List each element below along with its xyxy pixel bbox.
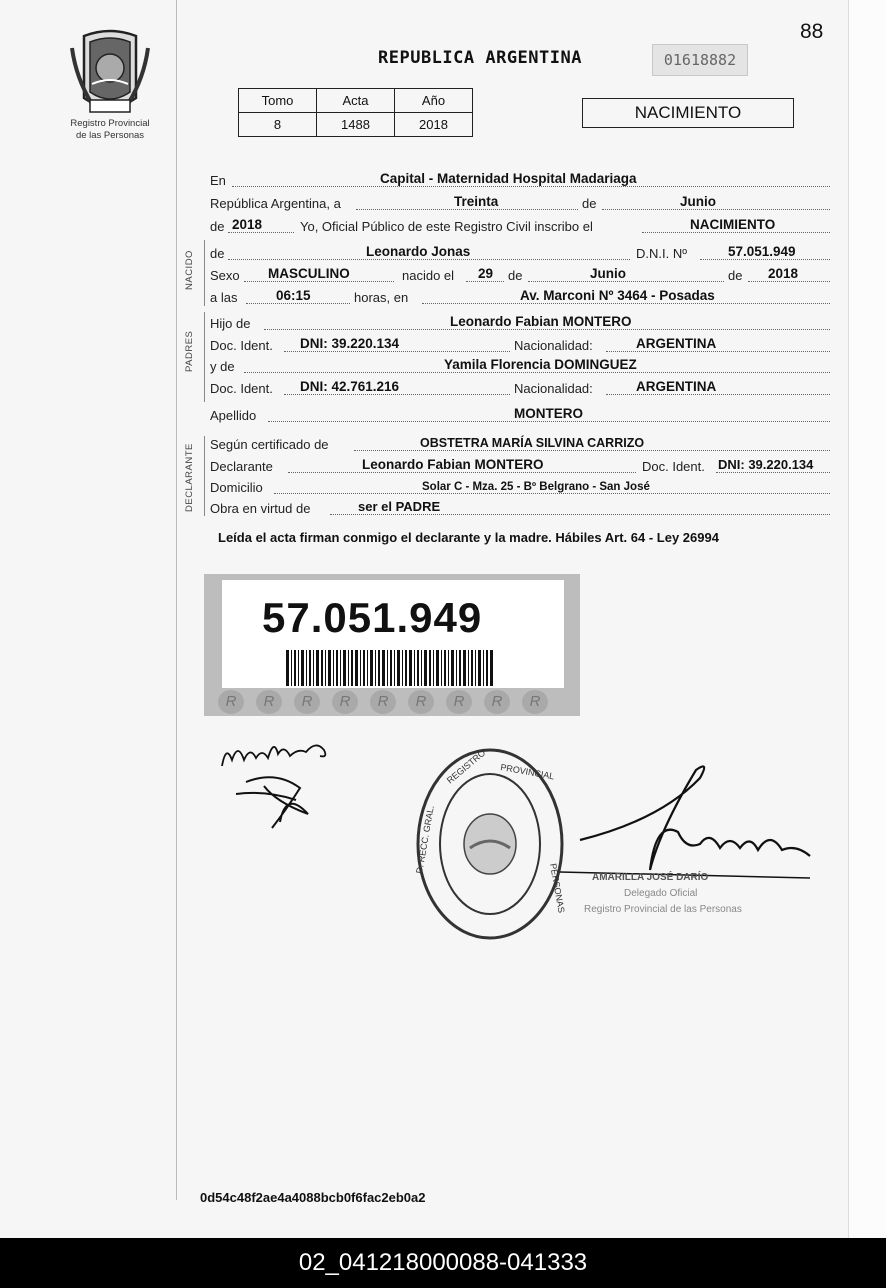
value-certificado: OBSTETRA MARÍA SILVINA CARRIZO [420, 436, 645, 450]
page-edge [848, 0, 886, 1238]
label-official: Yo, Oficial Público de este Registro Civil inscribo el [300, 219, 593, 234]
value-sexo: MASCULINO [268, 266, 350, 281]
svg-text:PERSONAS: PERSONAS [548, 862, 567, 914]
value-birth-time: 06:15 [276, 288, 311, 303]
page-number: 88 [800, 20, 824, 43]
pattern-r: R [256, 690, 282, 714]
closing-note: Leída el acta firman conmigo el declarante y la madre. Hábiles Art. 64 - Ley 26994 [218, 530, 719, 545]
row-nacido-name [210, 243, 830, 263]
row-time-place [210, 287, 830, 307]
logo-caption-line1: Registro Provincial [70, 118, 150, 129]
footer-bar [0, 1238, 886, 1288]
value-anio: 2018 [395, 113, 473, 137]
section-bar-declarante [204, 436, 205, 516]
document-hash: 0d54c48f2ae4a4088bcb0f6fac2eb0a2 [200, 1190, 426, 1205]
label-declarante: Declarante [210, 459, 273, 474]
section-bar-nacido [204, 240, 205, 306]
value-birth-day: 29 [478, 266, 494, 281]
pattern-r: R [218, 690, 244, 714]
value-child-dni: 57.051.949 [728, 244, 796, 259]
record-table [238, 88, 473, 137]
row-date [210, 193, 830, 213]
pattern-r: R [294, 690, 320, 714]
header-acta: Acta [317, 89, 395, 113]
value-declarante-doc: DNI: 39.220.134 [718, 457, 814, 472]
declarant-signature [216, 730, 346, 840]
pattern-r: R [332, 690, 358, 714]
value-father-name: Leonardo Fabian MONTERO [450, 314, 632, 329]
value-father-nac: ARGENTINA [636, 336, 717, 351]
label-de5: de [728, 268, 743, 283]
file-identifier: 02_041218000088-041333 [298, 1249, 588, 1276]
value-mother-name: Yamila Florencia DOMINGUEZ [444, 357, 637, 372]
stamp-label [222, 580, 564, 688]
value-declarante-name: Leonardo Fabian MONTERO [362, 457, 544, 472]
svg-text:D. RECC. GRAL.: D. RECC. GRAL. [414, 804, 436, 875]
official-seal [410, 744, 570, 944]
logo-caption-line2: de las Personas [75, 130, 145, 141]
row-obra [210, 498, 830, 518]
label-hijo-de: Hijo de [210, 316, 251, 331]
row-father-doc [210, 335, 830, 355]
row-certificado [210, 434, 830, 454]
row-father [210, 313, 830, 333]
value-obra: ser el PADRE [358, 499, 441, 514]
label-de4: de [508, 268, 523, 283]
pattern-r: R [484, 690, 510, 714]
label-nacionalidad: Nacionalidad: [514, 338, 593, 353]
value-year: 2018 [232, 217, 263, 232]
margin-divider [176, 0, 177, 1200]
value-inscribed: NACIMIENTO [690, 217, 776, 232]
row-mother-doc [210, 378, 830, 398]
label-obra: Obra en virtud de [210, 501, 311, 516]
official-name: AMARILLA JOSÉ DARÍO [592, 872, 709, 883]
barcode-icon [286, 650, 494, 686]
row-apellido [210, 405, 830, 425]
record-type-box: NACIMIENTO [582, 98, 794, 128]
label-y-de: y de [210, 359, 235, 374]
serial-number: 01618882 [652, 44, 748, 76]
section-bar-padres [204, 312, 205, 402]
official-signature [560, 760, 820, 880]
label-de: de [582, 196, 597, 211]
svg-text:PROVINCIAL: PROVINCIAL [499, 762, 556, 782]
header-anio: Año [395, 89, 473, 113]
label-nacionalidad2: Nacionalidad: [514, 381, 593, 396]
label-republica: República Argentina, a [210, 196, 341, 211]
value-domicilio: Solar C - Mza. 25 - Bº Belgrano - San José [422, 481, 650, 493]
stamp-number: 57.051.949 [262, 594, 483, 641]
value-father-doc: DNI: 39.220.134 [300, 336, 400, 351]
value-month: Junio [680, 194, 716, 209]
pattern-r: R [408, 690, 434, 714]
value-tomo: 8 [239, 113, 317, 137]
header-tomo: Tomo [239, 89, 317, 113]
label-a-las: a las [210, 290, 238, 305]
label-de3: de [210, 246, 225, 261]
label-dni: D.N.I. Nº [636, 246, 687, 261]
logo-caption [50, 118, 170, 142]
label-sexo: Sexo [210, 268, 240, 283]
value-child-name: Leonardo Jonas [366, 244, 471, 259]
row-domicilio [210, 477, 830, 497]
svg-text:REGISTRO: REGISTRO [444, 747, 488, 786]
row-official [210, 216, 830, 236]
official-role: Delegado Oficial [624, 888, 698, 899]
label-apellido: Apellido [210, 408, 257, 423]
section-label-declarante: DECLARANTE [184, 443, 195, 512]
label-de2: de [210, 219, 225, 234]
label-doc3: Doc. Ident. [642, 459, 705, 474]
section-label-padres: PADRES [184, 330, 195, 372]
label-domicilio: Domicilio [210, 480, 263, 495]
dni-stamp [204, 574, 580, 716]
row-sexo [210, 265, 830, 285]
section-label-nacido: NACIDO [184, 250, 195, 290]
label-nacido-el: nacido el [402, 268, 455, 283]
document-title: REPUBLICA ARGENTINA [378, 48, 582, 68]
official-org: Registro Provincial de las Personas [584, 904, 742, 915]
value-birth-place: Av. Marconi Nº 3464 - Posadas [520, 288, 715, 303]
label-en: En [210, 173, 226, 188]
label-doc2: Doc. Ident. [210, 381, 273, 396]
label-horas: horas, en [354, 290, 409, 305]
value-day-words: Treinta [454, 194, 499, 209]
row-place [210, 170, 830, 190]
pattern-r: R [522, 690, 548, 714]
dotted-line [602, 208, 830, 210]
label-certificado: Según certificado de [210, 437, 329, 452]
value-place: Capital - Maternidad Hospital Madariaga [380, 171, 637, 186]
row-declarante [210, 456, 830, 476]
value-apellido: MONTERO [514, 406, 583, 421]
value-acta: 1488 [317, 113, 395, 137]
label-doc: Doc. Ident. [210, 338, 273, 353]
row-mother [210, 356, 830, 376]
value-birth-month: Junio [590, 266, 626, 281]
value-birth-year: 2018 [768, 266, 799, 281]
pattern-r: R [370, 690, 396, 714]
pattern-r: R [446, 690, 472, 714]
value-mother-doc: DNI: 42.761.216 [300, 379, 400, 394]
dotted-line [528, 280, 724, 282]
value-mother-nac: ARGENTINA [636, 379, 717, 394]
